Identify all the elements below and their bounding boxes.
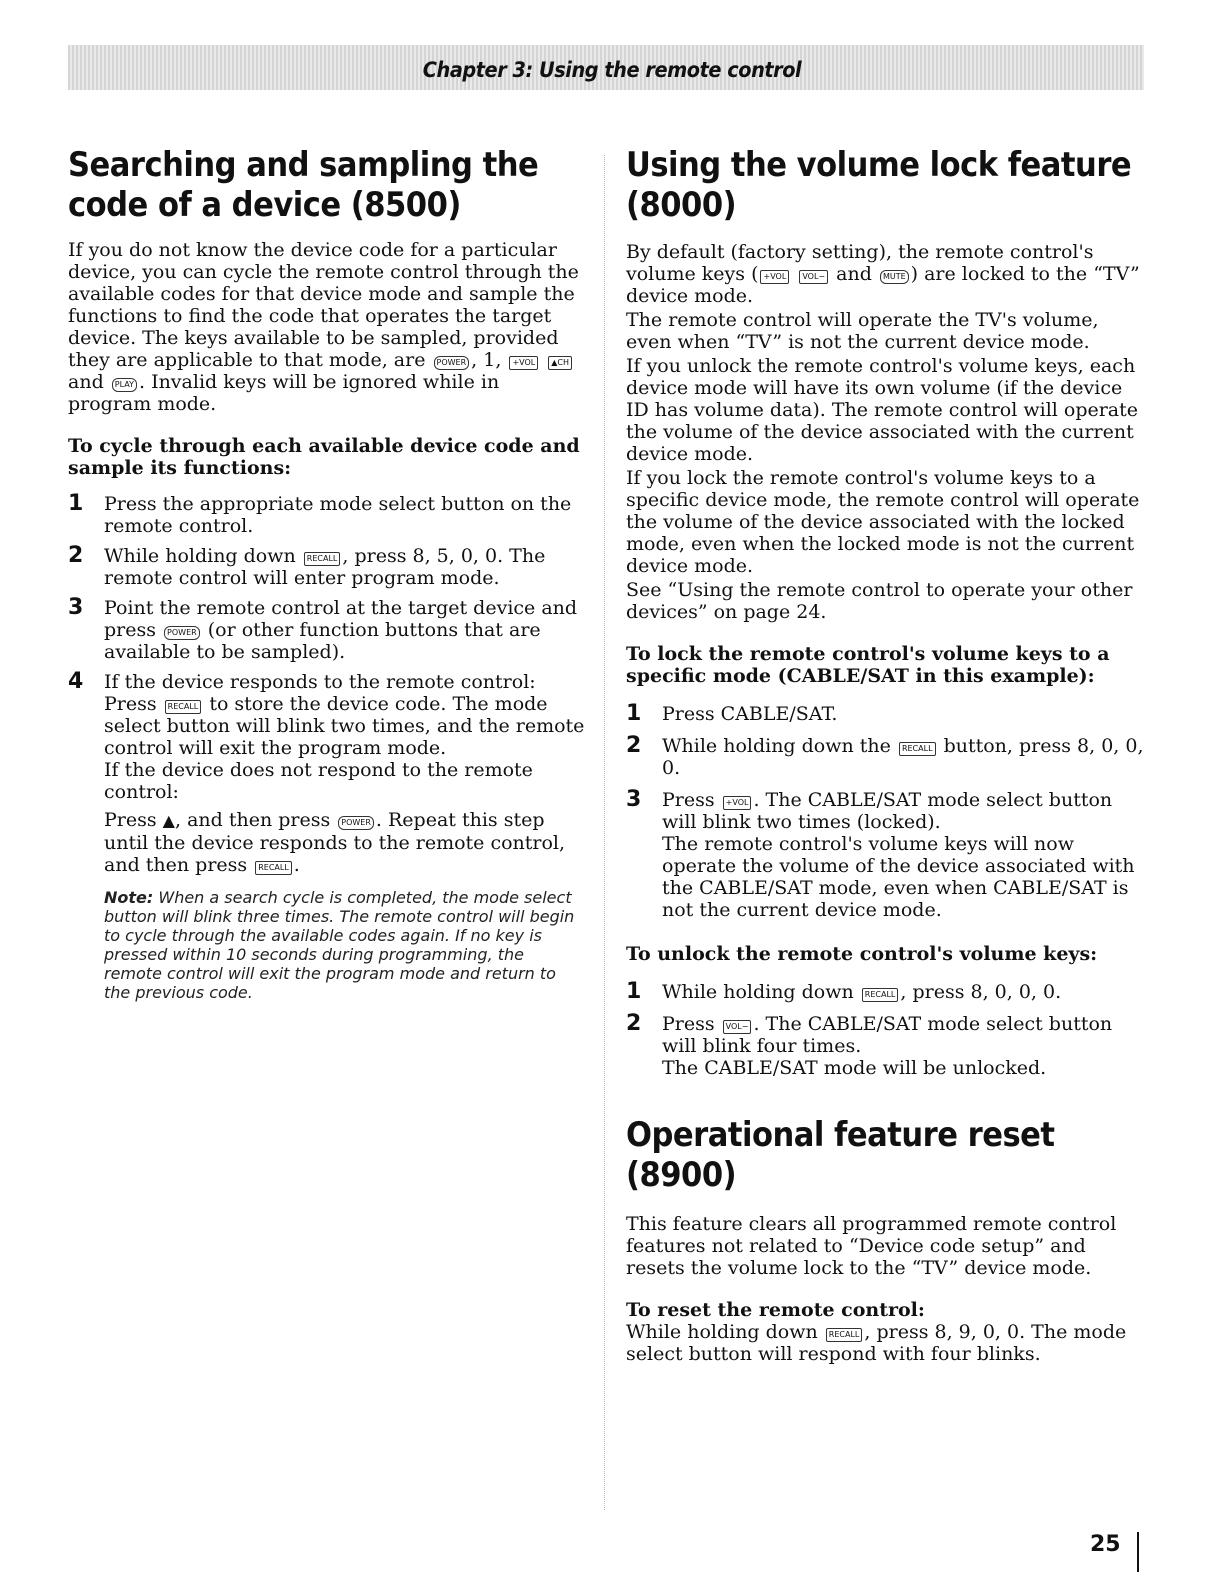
step-number: 1 [68, 491, 84, 516]
section-title-reset: Operational feature reset (8900) [626, 1115, 1055, 1195]
paragraph: If you lock the remote control's volume keys to a specific device mode, the remote control will operate the volume of the device associated with the locked mode, even when the locked mode is not the current device mode. [626, 467, 1140, 577]
vol-plus-key-icon: +VOL [760, 270, 789, 284]
step-item [68, 493, 586, 537]
step-text: While holding down the [662, 735, 891, 757]
step-item [626, 789, 1144, 921]
intro-line [68, 371, 586, 393]
intro-line: program mode. [68, 393, 217, 415]
step-number: 1 [626, 701, 642, 726]
section-title-volume-lock: Using the volume lock feature (8000) [626, 145, 1132, 225]
up-arrow-icon: ▲ [162, 811, 175, 830]
intro-text: , 1, [471, 349, 502, 371]
step-text: The CABLE/SAT mode will be unlocked. [662, 1057, 1047, 1079]
step-item [626, 981, 1144, 1003]
step-text: , press 8, 0, 0, 0. [900, 981, 1062, 1003]
power-key-icon: POWER [164, 626, 200, 640]
reset-text: While holding down [626, 1321, 818, 1343]
power-key-icon: POWER [434, 356, 470, 370]
step-text: , press 8, 5, 0, 0. The remote control will enter program mode. [104, 545, 546, 589]
lock-steps [626, 703, 1144, 921]
left-column [68, 145, 586, 1002]
vol-minus-key-icon: VOL− [723, 1020, 752, 1034]
step-text: If the device responds to the remote control: [104, 671, 536, 693]
step-text: The remote control's volume keys will now operate the volume of the device associated with the CABLE/SAT mode, even when CABLE/SAT is not the current device mode. [662, 833, 1135, 921]
lock-subheading: To lock the remote control's volume keys to a specific mode (CABLE/SAT in this example): [626, 643, 1110, 687]
intro-line: available codes for that device mode and sample the [68, 283, 575, 305]
recall-key-icon: RECALL [255, 861, 292, 875]
unlock-steps [626, 981, 1144, 1079]
step-item [626, 735, 1144, 779]
step-number: 1 [626, 979, 642, 1004]
intro-line: device. The keys available to be sampled, provided [68, 327, 559, 349]
step-text-block [104, 693, 586, 759]
play-key-icon: PLAY [112, 378, 137, 392]
intro-text: . Invalid keys will be ignored while in [138, 371, 500, 393]
intro-line: functions to find the code that operates the target [68, 305, 552, 327]
step-item [68, 671, 586, 876]
step-text: . The CABLE/SAT mode select button will blink two times (locked). [662, 789, 1113, 833]
vol-minus-key-icon: VOL− [799, 270, 828, 284]
paragraph: If you unlock the remote control's volume keys, each device mode will have its own volume (if the device ID has volume data). The remote control will operate the volume of the device associated with the current device mode. [626, 355, 1139, 465]
step-number: 2 [626, 1011, 642, 1036]
paragraph: See “Using the remote control to operate your other devices” on page 24. [626, 579, 1133, 623]
step-number: 2 [626, 733, 642, 758]
intro-text: they are applicable to that mode, are [68, 349, 426, 371]
searching-intro [68, 239, 586, 415]
step-text: Press [662, 789, 715, 811]
step-text: (or other function buttons that are available to be sampled). [104, 619, 541, 663]
paragraph-text: ) are locked to the “TV” device mode. [626, 263, 1140, 307]
step-text: Press the appropriate mode select button on the remote control. [104, 493, 572, 537]
step-item [626, 1013, 1144, 1079]
recall-key-icon: RECALL [899, 742, 936, 756]
step-number: 2 [68, 543, 84, 568]
power-key-icon: POWER [338, 816, 374, 830]
column-divider [604, 155, 605, 1510]
step-number: 3 [68, 595, 84, 620]
step-text: . The CABLE/SAT mode select button will blink four times. [662, 1013, 1113, 1057]
step-text: While holding down [104, 545, 296, 567]
step-text: . [293, 854, 300, 876]
step-text: Press CABLE/SAT. [662, 703, 838, 725]
step-text: Press [104, 809, 157, 831]
page-number-rule [1137, 1532, 1139, 1572]
step-number: 3 [626, 787, 642, 812]
step-number: 4 [68, 669, 84, 694]
step-text: Press [104, 693, 157, 715]
paragraph-text: By default (factory setting), the remote control's volume keys ( [626, 241, 1094, 285]
step-text-block [104, 809, 586, 876]
intro-text: and [68, 371, 104, 393]
volume-lock-body [626, 241, 1144, 623]
step-item [626, 703, 1144, 725]
chapter-title: Chapter 3: Using the remote control [422, 58, 802, 82]
ch-up-key-icon: ▲CH [548, 356, 572, 370]
recall-key-icon: RECALL [304, 552, 341, 566]
section-title-searching: Searching and sampling the code of a device (8500) [68, 145, 539, 225]
step-text: Press [662, 1013, 715, 1035]
cycle-subheading: To cycle through each available device code and sample its functions: [68, 435, 580, 479]
mute-key-icon: MUTE [880, 270, 909, 284]
step-text: Point the remote control at the target device and press [104, 597, 578, 641]
paragraph-text: and [836, 263, 872, 285]
note-label: Note: [104, 888, 154, 907]
intro-line: device, you can cycle the remote control through the [68, 261, 579, 283]
step-text: to store the device code. The mode select button will blink two times, and the remote control will exit the program mode. [104, 693, 585, 759]
paragraph [626, 241, 1144, 307]
cycle-steps [68, 493, 586, 876]
step-text: While holding down [662, 981, 854, 1003]
note [68, 888, 586, 1002]
step-text: button, press 8, 0, 0, 0. [662, 735, 1144, 779]
intro-line: If you do not know the device code for a particular [68, 239, 557, 261]
step-item [68, 597, 586, 663]
intro-line [68, 349, 586, 371]
recall-key-icon: RECALL [165, 700, 202, 714]
vol-plus-key-icon: +VOL [723, 796, 752, 810]
reset-instructions [626, 1321, 1144, 1365]
recall-key-icon: RECALL [862, 988, 899, 1002]
step-item [68, 545, 586, 589]
step-text: If the device does not respond to the remote control: [104, 759, 533, 803]
reset-subheading: To reset the remote control: [626, 1299, 925, 1321]
recall-key-icon: RECALL [826, 1328, 863, 1342]
reset-paragraph: This feature clears all programmed remote control features not related to “Device code setup” and resets the volume lock to the “TV” device mode. [626, 1213, 1117, 1279]
page-number: 25 [1090, 1532, 1121, 1557]
paragraph: The remote control will operate the TV's volume, even when “TV” is not the current device mode. [626, 309, 1099, 353]
vol-plus-key-icon: +VOL [509, 356, 538, 370]
reset-text: , press 8, 9, 0, 0. The mode select button will respond with four blinks. [626, 1321, 1127, 1365]
step-text: , and then press [174, 809, 331, 831]
unlock-subheading: To unlock the remote control's volume keys: [626, 943, 1098, 965]
note-text: When a search cycle is completed, the mode select button will blink three times. The remote control will begin to cycle through the available codes again. If no key is pressed within 10 seconds during programming, the remote control will exit the program mode and return to the previous code. [104, 888, 575, 1002]
step-text: . Repeat this step until the device responds to the remote control, and then press [104, 809, 566, 876]
right-column [626, 145, 1144, 1365]
